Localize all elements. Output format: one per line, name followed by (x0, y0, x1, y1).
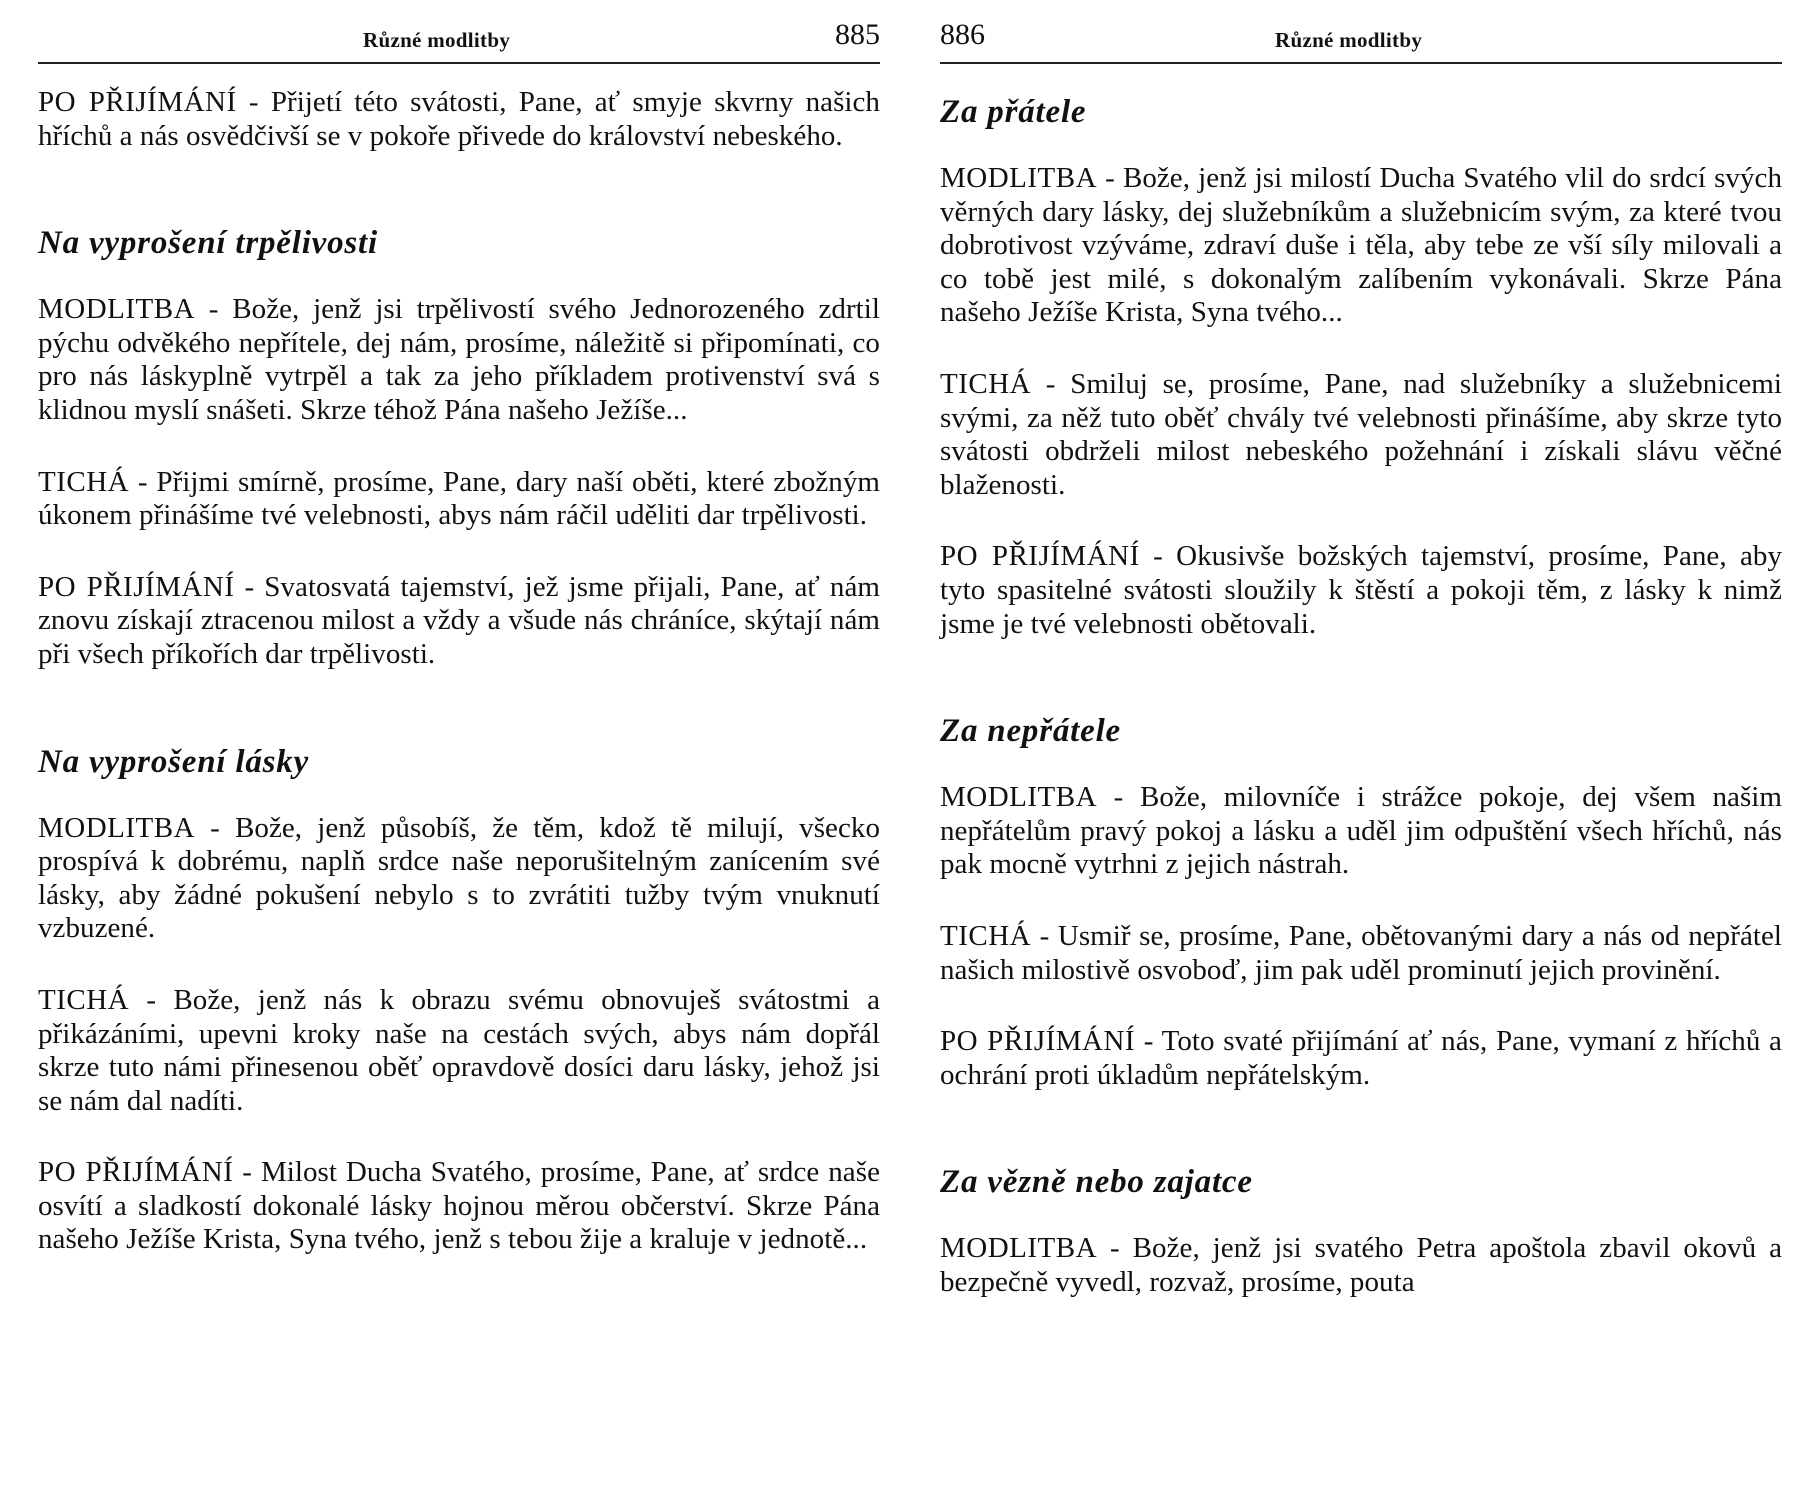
prayer-block (38, 571, 880, 672)
separator: - (1097, 162, 1123, 194)
right-page (940, 0, 1782, 1500)
running-title: Různé modlitby (1275, 28, 1423, 52)
prayer-label: MODLITBA (38, 811, 196, 844)
prayer-text: Svatosvatá tajemství, jež jsme přijali, Pane, ať nám znovu získají ztracenou milost a vždy a všude nás chráníce, skýtají nám při všech příkořích dar trpělivosti. (38, 570, 880, 670)
prayer-block (940, 781, 1782, 882)
separator: - (1139, 540, 1177, 573)
prayer-text: Bože, jenž jsi milostí Ducha Svatého vlil do srdcí svých věrných dary lásky, dej služebníkům a služebnicím svým, za které tvou dobrotivost vzýváme, zdraví duše i těla, aby tebe ze vší síly milovali a co tobě jest milé, s dokonalým zalíbením vykonávali. Skrze Pána našeho Ježíše Krista, Syna tvého... (940, 162, 1782, 329)
prayer-label: TICHÁ (940, 919, 1032, 952)
prayer-text: Toto svaté přijímání ať nás, Pane, vymaní z hříchů a ochrání proti úkladům nepřátelským. (940, 1025, 1782, 1091)
prayer-block (38, 984, 880, 1118)
prayer-block (940, 1232, 1782, 1299)
prayer-block (940, 920, 1782, 987)
section-heading: Za nepřátele (940, 713, 1121, 750)
spacer (38, 710, 880, 742)
prayer-text: Smiluj se, prosíme, Pane, nad služebníky a služebnicemi svými, za něž tuto oběť chvály tvé velebnosti přinášíme, aby skrze tyto svátosti obdrželi milost nebeského požehnání i získali slávu věčné blaženosti. (940, 367, 1783, 501)
separator: - (1031, 367, 1071, 400)
running-header (940, 18, 1782, 64)
section-heading: Na vyprošení trpělivosti (38, 225, 378, 262)
prayer-label: PO PŘIJÍMÁNÍ (940, 540, 1140, 573)
prayer-label: PO PŘIJÍMÁNÍ (38, 1156, 234, 1189)
prayer-text: Přijmi smírně, prosíme, Pane, dary naší oběti, které zbožným úkonem přinášíme tvé velebnosti, abys nám ráčil uděliti dar trpělivosti. (38, 465, 880, 532)
prayer-text: Milost Ducha Svatého, prosíme, Pane, ať srdce naše osvítí a sladkostí dokonalé lásky hojnou měrou občerství. Skrze Pána našeho Ježíše Krista, Syna tvého, jenž s tebou žije a kraluje v jednotě... (38, 1156, 880, 1256)
separator: - (195, 811, 236, 844)
prayer-text: Usmiř se, prosíme, Pane, obětovanými dary a nás od nepřátel našich milostivě osvoboď, jim pak uděl prominutí jejich provinění. (940, 919, 1783, 986)
separator: - (195, 293, 233, 326)
section-heading: Na vyprošení lásky (38, 743, 310, 780)
prayer-label: MODLITBA (38, 293, 196, 326)
spacer (940, 679, 1782, 711)
prayer-label: TICHÁ (38, 983, 130, 1016)
left-page (38, 0, 880, 1500)
prayer-label: TICHÁ (38, 465, 130, 498)
prayer-block (38, 86, 880, 153)
prayer-label: MODLITBA (940, 1232, 1098, 1265)
prayer-text: Bože, jenž působíš, že těm, kdož tě milují, všecko prospívá k dobrému, naplň srdce naše neporušitelným zanícením své lásky, aby žádné pokušení nebylo s to zvrátiti tužby tvým vnuknutí vzbuzené. (38, 811, 880, 945)
page-content (38, 86, 880, 1295)
separator: - (129, 983, 174, 1016)
spacer (940, 1130, 1782, 1162)
prayer-block (940, 540, 1782, 641)
separator: - (1031, 919, 1058, 952)
prayer-block (38, 1156, 880, 1257)
prayer-label: PO PŘIJÍMÁNÍ (38, 86, 237, 118)
prayer-text: Přijetí této svátosti, Pane, ať smyje skvrny našich hříchů a nás osvědčivší se v pokoře přivede do království nebeského. (38, 86, 880, 152)
separator: - (236, 86, 271, 118)
prayer-label: TICHÁ (940, 367, 1032, 400)
prayer-label: MODLITBA (940, 162, 1098, 194)
prayer-text: Bože, milovníče i strážce pokoje, dej všem našim nepřátelům pravý pokoj a lásku a uděl jim odpuštění všech hříchů, nás pak mocně vytrhni z jejich nástrah. (940, 781, 1782, 881)
prayer-label: MODLITBA (940, 781, 1098, 814)
prayer-block (38, 466, 880, 533)
prayer-text: Bože, jenž nás k obrazu svému obnovuješ svátostmi a přikázáními, upevni kroky naše na cestách svých, abys nám dopřál skrze tuto námi přinesenou oběť opravdově dosíci daru lásky, jehož jsi se nám dal nadíti. (38, 983, 880, 1117)
prayer-text: Bože, jenž jsi trpělivostí svého Jednorozeného zdrtil pýchu odvěkého nepřítele, dej nám, prosíme, náležitě si připomínati, co pro nás láskyplně vytrpěl a tak za jeho příkladem protivenství svá s klidnou myslí snášeti. Skrze téhož Pána našeho Ježíše... (38, 293, 880, 426)
separator: - (1097, 781, 1141, 814)
separator: - (234, 570, 265, 603)
separator: - (233, 1156, 261, 1189)
prayer-block (940, 368, 1782, 502)
separator: - (1097, 1232, 1133, 1265)
page-number: 886 (940, 18, 985, 51)
running-header (38, 18, 880, 64)
prayer-block (38, 812, 880, 946)
prayer-label: PO PŘIJÍMÁNÍ (940, 1025, 1136, 1058)
prayer-block (940, 162, 1782, 330)
separator: - (129, 465, 157, 498)
page-number: 885 (835, 18, 880, 51)
prayer-block (38, 293, 880, 427)
running-title: Různé modlitby (363, 28, 511, 52)
prayer-text: Okusivše božských tajemství, prosíme, Pane, aby tyto spasitelné svátosti sloužily k štěstí a pokoji těm, z lásky k nimž jsme je tvé velebnosti obětovali. (940, 540, 1782, 640)
separator: - (1135, 1025, 1162, 1058)
page-content (940, 92, 1782, 1337)
spacer (38, 191, 880, 223)
section-heading: Za vězně nebo zajatce (940, 1164, 1253, 1201)
section-heading: Za přátele (940, 94, 1087, 130)
prayer-label: PO PŘIJÍMÁNÍ (38, 570, 235, 603)
prayer-text: Bože, jenž jsi svatého Petra apoštola zbavil okovů a bezpečně vyvedl, rozvaž, prosíme, pouta (940, 1232, 1782, 1298)
prayer-block (940, 1025, 1782, 1092)
